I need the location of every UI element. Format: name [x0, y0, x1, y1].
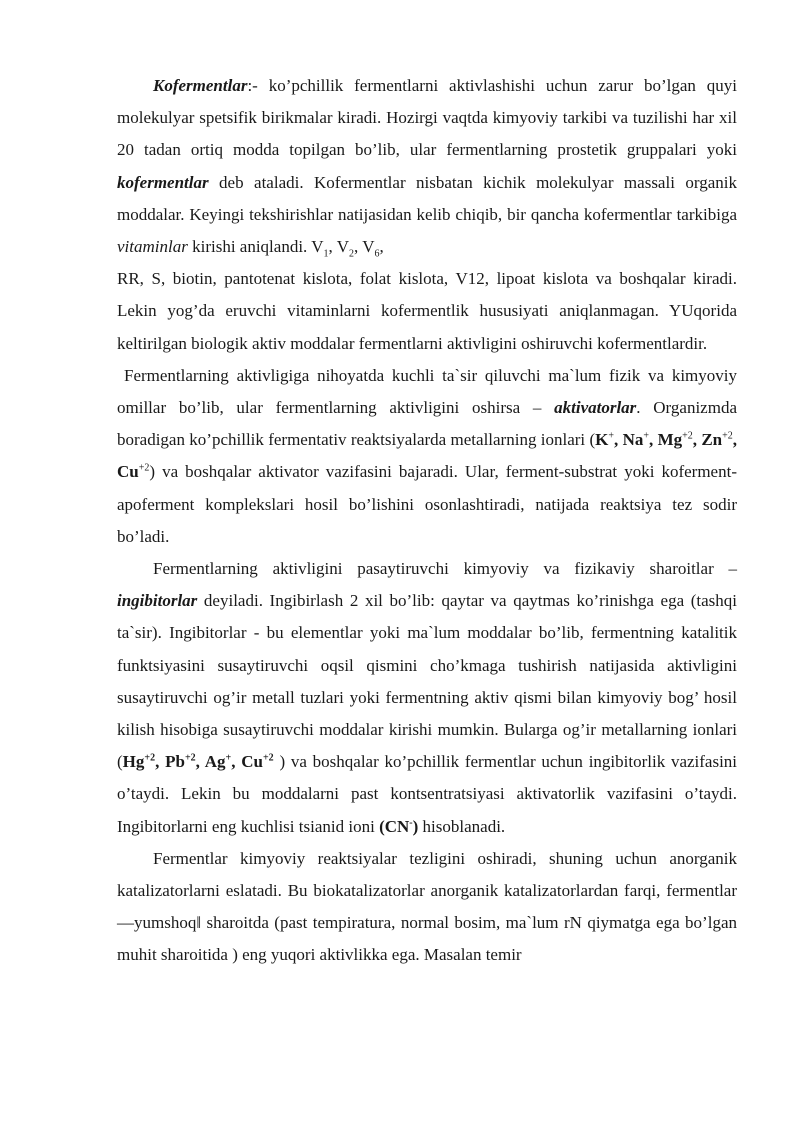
text-run: Fermentlarning aktivligiga nihoyatda kuchli ta`sir qiluvchi ma`lum fizik va kimyoviy omillar bo’lib, ular fermentlarning aktivligini oshirsa –	[117, 365, 737, 418]
subscript: 2	[349, 248, 355, 260]
text-run: ,	[379, 237, 384, 257]
separator: ,	[231, 752, 242, 772]
ion-charge: +2	[262, 752, 274, 764]
text-run: deyiladi. Ingibirlash 2 xil bo’lib: qaytar va qaytmas ko’rinishga ega (tashqi ta`sir). Ingibitorlar - bu elementlar yoki ma`lum moddalar bo’lib, fermentning katalitik funktsiyasini susaytiruvchi oqsil qismini cho’kmaga tushirish natijasida aktivligini susaytiruvchi og’ir metall tuzlari yoki fermentning aktiv qismi bilan kimyoviy bog’ hosil kilish hisobiga susaytiruvchi moddalar kirishi mumkin. Bularga og’ir metallarning ionlari (	[117, 591, 737, 772]
text-run: :- ko’pchillik fermentlarni aktivlashishi uchun zarur bo’lgan quyi molekulyar spetsifik birikmalar kiradi. Hozirgi vaqtda kimyoviy tarkibi va tuzilishi har xil 20 tadan ortiq modda topilgan bo’lib, ular fermentlarning prostetik gruppalari yoki	[117, 76, 737, 160]
paragraph-inhibitors	[117, 553, 737, 843]
ion-charge: +2	[144, 752, 156, 764]
ion-pb: Pb	[165, 752, 185, 772]
ion-na: Na	[622, 430, 644, 450]
ion-cu: Cu	[241, 752, 263, 772]
paragraph-coenzymes	[117, 70, 737, 263]
ion-k: K	[595, 430, 609, 450]
text-run: hisoblanadi.	[418, 816, 506, 836]
subscript: 6	[374, 248, 380, 260]
term-kofermentlar-2: kofermentlar	[117, 172, 209, 192]
ion-cn: (CN	[379, 816, 410, 836]
text-run: . Organizmda boradigan ko’pchillik fermentativ reaktsiyalarda metallarning ionlari (	[117, 398, 737, 450]
ion-charge: -	[409, 817, 413, 829]
text-run: deb ataladi. Kofermentlar nisbatan kichik molekulyar massali organik moddalar. Keyingi tekshirishlar natijasidan kelib chiqib, bir qancha kofermentlar tarkibiga	[117, 172, 737, 224]
text-run: ) va boshqalar ko’pchillik fermentlar uchun ingibitorlik vazifasini o’taydi. Lekin bu moddalarni past kontsentratsiyasi aktivatorlik vazifasini o’taydi. Ingibitorlarni eng kuchlisi tsianid ioni	[117, 752, 738, 836]
ion-mg: Mg	[657, 430, 683, 450]
ion-charge: +	[225, 752, 232, 764]
ion-charge: +2	[722, 430, 733, 442]
ion-charge: +2	[138, 462, 150, 474]
separator: ,	[649, 430, 658, 450]
ion-zn: Zn	[701, 430, 723, 450]
text-run: , V	[354, 237, 375, 257]
paragraph-vitamins-list: RR, S, biotin, pantotenat kislota, folat kislota, V12, lipoat kislota va boshqalar kiradi. Lekin yog’da eruvchi vitaminlarni kofermentlik hususiyati aniqlanmagan. YUqorida keltirilgan biologik aktiv moddalar fermentlarni aktivligini oshiruvchi kofermentlardir.	[117, 269, 737, 353]
text-run: kirishi aniqlandi. V	[187, 237, 324, 257]
subscript: 1	[323, 248, 329, 260]
ion-charge: +	[608, 430, 614, 442]
document-page	[117, 70, 737, 972]
ion-ag: Ag	[204, 752, 226, 772]
ion-hg: Hg	[122, 752, 145, 772]
separator: ,	[692, 430, 702, 450]
paragraph-activators	[117, 360, 737, 553]
ion-charge: +2	[682, 430, 693, 442]
ion-cn-close: )	[412, 816, 419, 836]
text-run: , V	[328, 237, 350, 257]
term-aktivatorlar: aktivatorlar	[554, 398, 637, 418]
ion-cu: Cu	[117, 462, 139, 482]
ion-charge: +	[643, 430, 649, 442]
term-vitaminlar: vitaminlar	[117, 237, 188, 257]
paragraph-biocatalysts: Fermentlar kimyoviy reaktsiyalar tezligini oshiradi, shuning uchun anorganik katalizatorlarni eslatadi. Bu biokatalizatorlar anorganik katalizatorlardan farqi, fermentlar ―yumshoq‖ sharoitda (past tempiratura, normal bosim, ma`lum rN qiymatga ega bo’lgan muhit sharoitida ) eng yuqori aktivlikka ega. Masalan temir	[117, 848, 737, 965]
term-kofermentlar: Kofermentlar	[153, 76, 248, 95]
separator: ,	[155, 752, 166, 772]
separator: ,	[195, 752, 205, 772]
term-ingibitorlar: ingibitorlar	[117, 591, 198, 611]
separator: ,	[732, 430, 738, 450]
ion-charge: +2	[184, 752, 196, 764]
text-run: ) va boshqalar aktivator vazifasini bajaradi. Ular, ferment-substrat yoki koferment-apoferment komplekslari hosil bo’lishini osonlashtiradi, natijada reaktsiya tez sodir bo’ladi.	[117, 462, 737, 546]
separator: ,	[614, 430, 623, 450]
text-run: Fermentlarning aktivligini pasaytiruvchi kimyoviy va fizikaviy sharoitlar –	[153, 559, 737, 579]
